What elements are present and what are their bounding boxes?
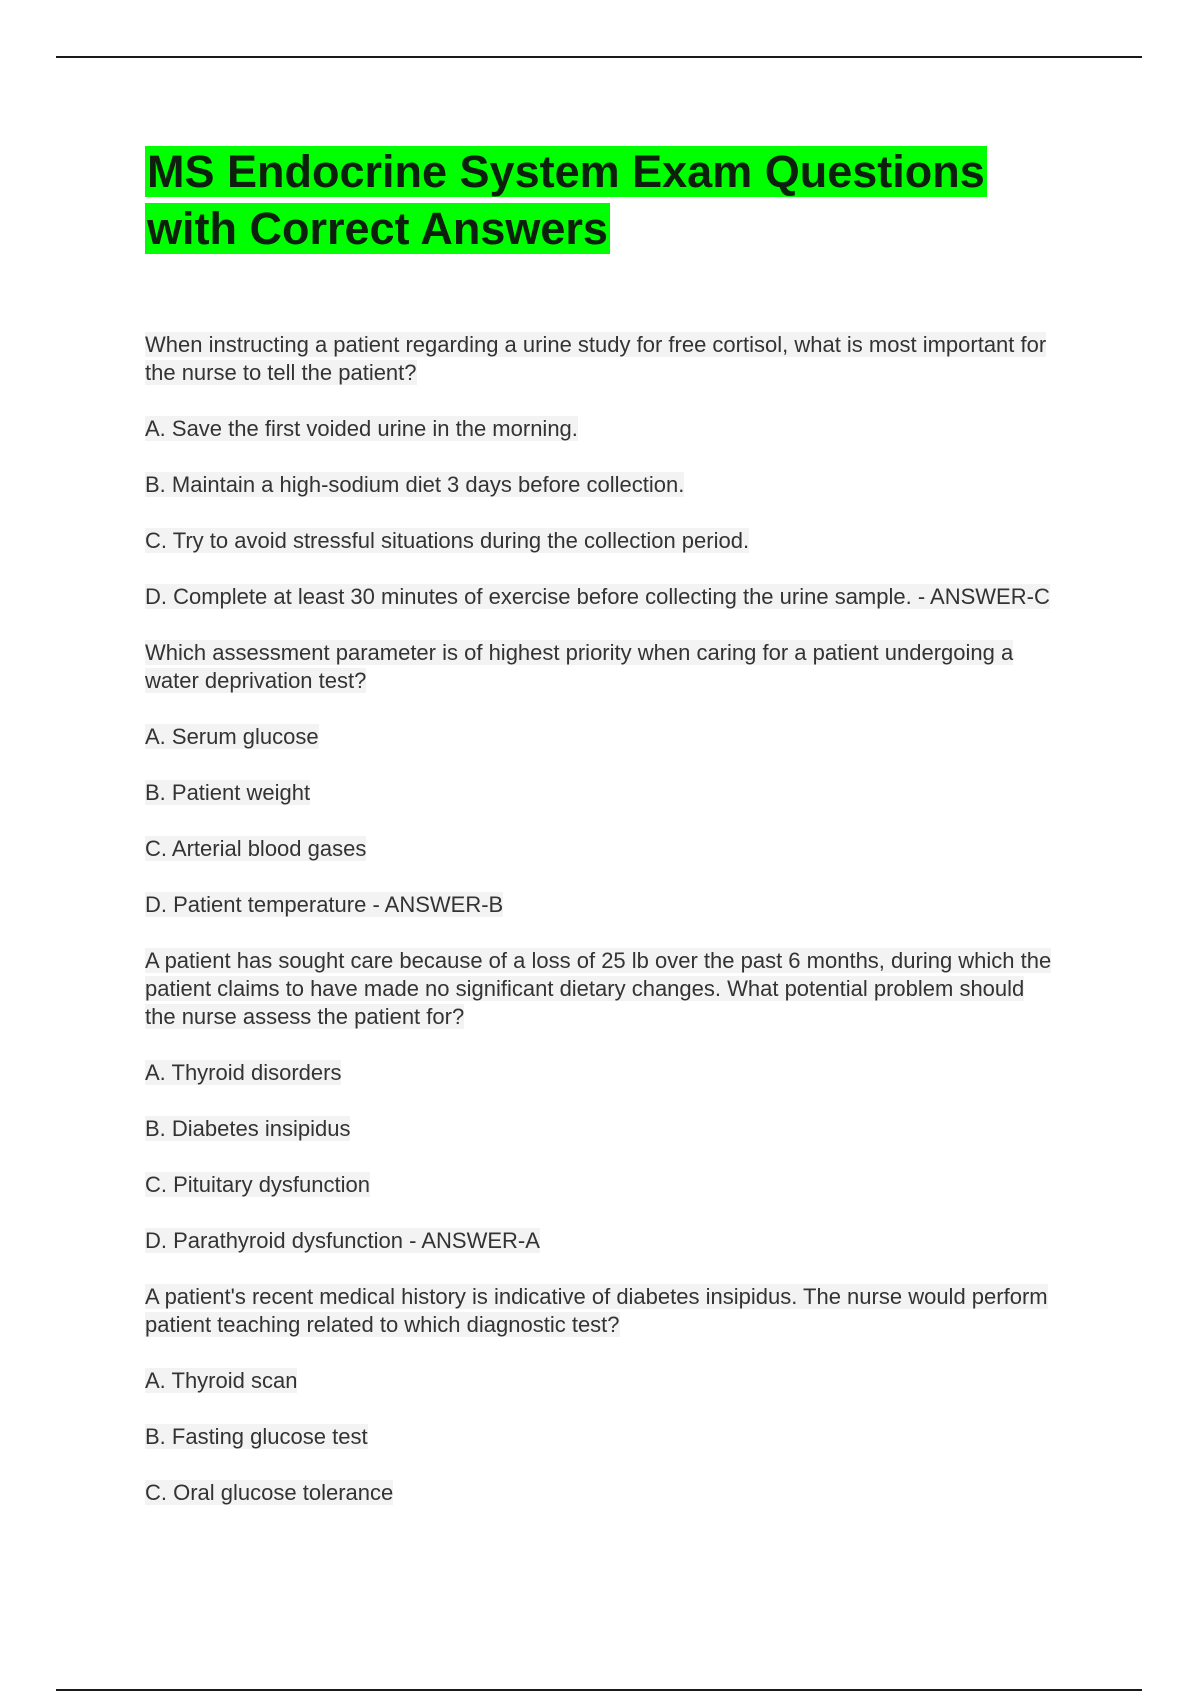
answer-option: A. Thyroid disorders — [145, 1060, 342, 1085]
title-line-2: with Correct Answers — [147, 203, 608, 254]
answer-option-paragraph — [145, 527, 1055, 555]
question-text-paragraph — [145, 331, 1055, 387]
answer-option-paragraph — [145, 415, 1055, 443]
answer-option-paragraph — [145, 1367, 1055, 1395]
answer-option: B. Diabetes insipidus — [145, 1116, 351, 1141]
document-title — [145, 143, 1055, 257]
question-text-paragraph — [145, 947, 1055, 1031]
question-block — [145, 947, 1055, 1255]
answer-option-paragraph — [145, 1479, 1055, 1507]
answer-option-paragraph — [145, 583, 1055, 611]
answer-option: C. Try to avoid stressful situations during the collection period. — [145, 528, 750, 553]
answer-option: B. Patient weight — [145, 780, 311, 805]
answer-option-paragraph — [145, 471, 1055, 499]
answer-option: A. Thyroid scan — [145, 1368, 298, 1393]
answer-option-paragraph — [145, 1423, 1055, 1451]
answer-option-with-answer: D. Parathyroid dysfunction - ANSWER-A — [145, 1228, 540, 1253]
answer-option-paragraph — [145, 1115, 1055, 1143]
answer-option-paragraph — [145, 723, 1055, 751]
question-text: A patient has sought care because of a loss of 25 lb over the past 6 months, during which the patient claims to have made no significant dietary changes. What potential problem should the nurse assess the patient for? — [145, 948, 1052, 1029]
question-text-paragraph — [145, 639, 1055, 695]
answer-option: C. Arterial blood gases — [145, 836, 367, 861]
answer-option-with-answer: D. Patient temperature - ANSWER-B — [145, 892, 504, 917]
question-block — [145, 639, 1055, 919]
answer-option: B. Maintain a high-sodium diet 3 days before collection. — [145, 472, 685, 497]
header-rule — [56, 56, 1142, 58]
question-text: A patient's recent medical history is indicative of diabetes insipidus. The nurse would perform patient teaching related to which diagnostic test? — [145, 1284, 1048, 1337]
answer-option: A. Save the first voided urine in the morning. — [145, 416, 578, 441]
answer-option-paragraph — [145, 779, 1055, 807]
answer-option-with-answer: D. Complete at least 30 minutes of exercise before collecting the urine sample. - ANSWER-C — [145, 584, 1050, 609]
answer-option-paragraph — [145, 1171, 1055, 1199]
question-text-paragraph — [145, 1283, 1055, 1339]
title-line-1: MS Endocrine System Exam Questions — [147, 146, 985, 197]
answer-option-paragraph — [145, 891, 1055, 919]
answer-option: C. Pituitary dysfunction — [145, 1172, 370, 1197]
footer-rule — [56, 1689, 1142, 1691]
answer-option: A. Serum glucose — [145, 724, 319, 749]
answer-option-paragraph — [145, 835, 1055, 863]
document-body — [145, 143, 1055, 1535]
answer-option: C. Oral glucose tolerance — [145, 1480, 394, 1505]
question-text: When instructing a patient regarding a urine study for free cortisol, what is most important for the nurse to tell the patient? — [145, 332, 1047, 385]
answer-option: B. Fasting glucose test — [145, 1424, 368, 1449]
question-block — [145, 331, 1055, 611]
question-text: Which assessment parameter is of highest priority when caring for a patient undergoing a water deprivation test? — [145, 640, 1014, 693]
answer-option-paragraph — [145, 1227, 1055, 1255]
question-block — [145, 1283, 1055, 1507]
answer-option-paragraph — [145, 1059, 1055, 1087]
